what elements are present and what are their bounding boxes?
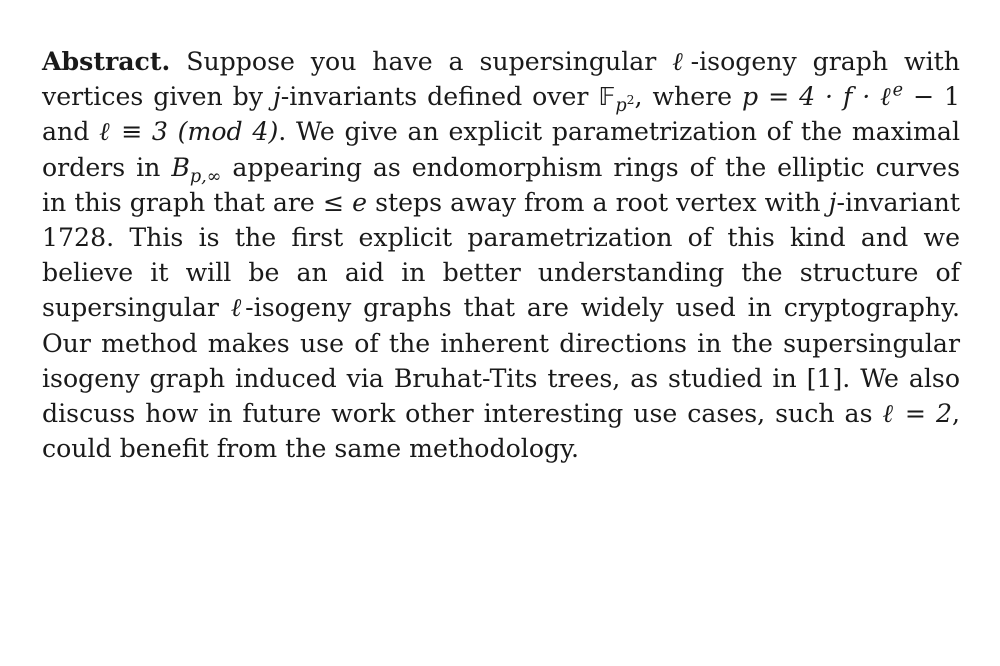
math-B-subscript: p,∞ [189,166,222,187]
abstract-text: -isogeny graph with vertices given by [42,47,960,112]
abstract-text: Suppose you have a supersingular [186,47,657,76]
abstract-text: and [42,117,90,147]
math-leq-e: ≤ e [322,187,367,217]
math-j: j [828,187,837,217]
abstract-text: appearing as endomorphism rings of the elliptic curves in this graph that are [42,152,961,217]
abstract-text: -isogeny graphs that are widely used in cryptography. Our method makes use of the inherent directions in the supersingular isogeny graph induced via Bruhat-Tits trees, as studied in [1]. We also discuss how in future work other interesting use cases, such as [42,293,960,429]
math-quaternion-algebra [171,152,222,187]
math-congruence: ℓ ≡ 3 (mod 4) [99,117,279,147]
abstract-label: Abstract. [42,46,171,76]
math-ell-equals-2: ℓ = 2 [882,399,952,429]
abstract-text: , could benefit from the same methodology. [42,399,960,464]
math-B: B [171,152,190,182]
abstract-text: -invariants defined over [280,82,589,112]
math-minus-one: − 1 [903,82,960,112]
abstract-text: -invariant 1728. This is the first explicit parametrization of this kind and we believe it will be an aid in better understanding the structure of supersingular [42,187,960,323]
math-field-p: p [615,96,627,117]
abstract-paragraph [42,44,960,466]
math-field [598,82,635,117]
paper-page [42,44,960,466]
math-p-definition [742,82,960,111]
math-p-formula: p = 4 · f · ℓ [742,82,893,112]
abstract-text: , where [634,82,733,112]
abstract-text: steps away from a root vertex with [375,187,821,217]
math-field-exponent: 2 [626,93,635,108]
math-j: j [272,82,281,112]
math-exponent-e: e [892,80,904,101]
abstract-text: . We give an explicit parametrization of the maximal orders in [42,117,961,182]
math-field-symbol: 𝔽 [598,82,616,112]
math-ell: ℓ [230,293,246,323]
math-ell: ℓ [672,47,691,76]
